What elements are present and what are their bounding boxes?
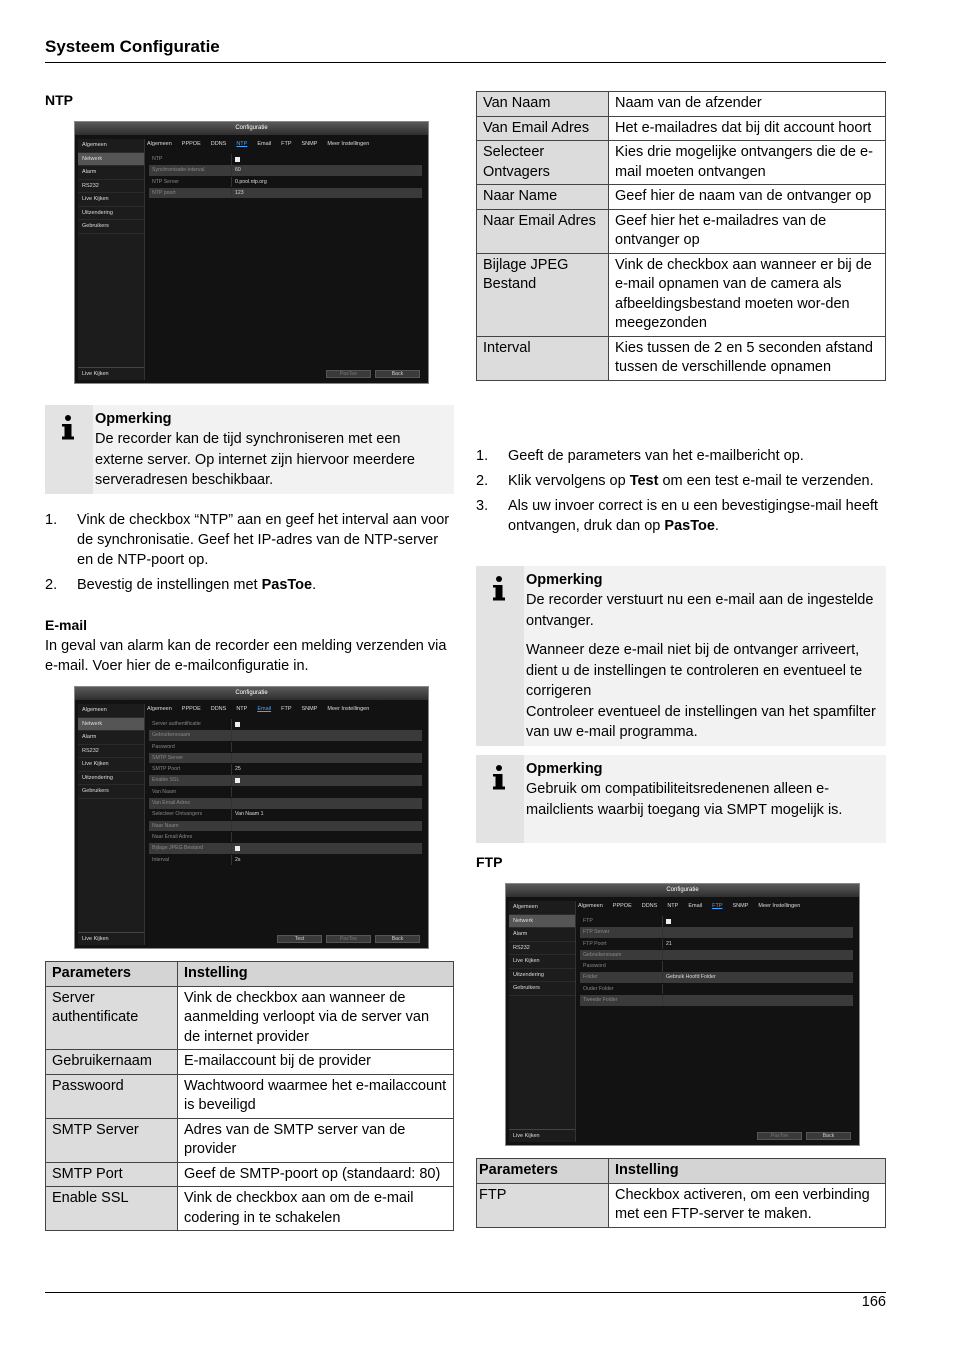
- parameter-cell: Naar Name: [477, 185, 609, 210]
- tab-meer-instellingen[interactable]: Meer Instellingen: [758, 903, 801, 909]
- tab-ftp[interactable]: FTP: [281, 706, 292, 712]
- field-value[interactable]: [662, 984, 853, 995]
- field-value[interactable]: [662, 995, 853, 1006]
- sidebar-item-gebruikers[interactable]: Gebruikers: [78, 785, 144, 799]
- sidebar: [78, 139, 145, 380]
- sidebar-live-view[interactable]: Live Kijken: [78, 932, 144, 946]
- field-label: Bijlage JPEG Bestand: [152, 845, 204, 852]
- ftp-screenshot: [505, 883, 860, 1146]
- field-label: Gebruikersnaam: [152, 732, 191, 739]
- field-label: Naar Email Adres: [152, 833, 193, 840]
- button-row: [757, 1132, 851, 1140]
- list-text: Klik vervolgens op Test om een test e-mail te verzenden.: [508, 473, 874, 489]
- field-label: Tweede Folder: [583, 997, 618, 1004]
- sidebar-item-netwerk[interactable]: Netwerk: [78, 153, 144, 167]
- form-row: [149, 719, 422, 730]
- pastoe-button[interactable]: PasToe: [757, 1132, 802, 1140]
- setting-cell: Vink de checkbox aan om de e-mail codering in te schakelen: [178, 1187, 454, 1231]
- field-label: Enable SSL: [152, 777, 180, 784]
- parameter-cell: SMTP Port: [46, 1162, 178, 1187]
- tab-ftp[interactable]: FTP: [281, 141, 292, 147]
- form-row: [149, 821, 422, 832]
- tab-meer-instellingen[interactable]: Meer Instellingen: [327, 141, 370, 147]
- field-label: Van Email Adres: [152, 800, 190, 807]
- checkbox[interactable]: [235, 722, 240, 727]
- back-button[interactable]: Back: [375, 370, 420, 378]
- sidebar-item-algemeen[interactable]: Algemeen: [78, 704, 144, 718]
- table-row: [477, 116, 886, 141]
- sidebar-item-live-kijken[interactable]: Live Kijken: [78, 193, 144, 207]
- ntp-steps: [45, 510, 457, 600]
- form-row: [149, 753, 422, 764]
- field-label: SMTP Poort: [152, 766, 181, 773]
- list-number: 2.: [45, 577, 58, 593]
- email-note-2: [476, 755, 886, 843]
- tab-algemeen[interactable]: Algemeen: [578, 903, 603, 909]
- dialog-title: Configuratie: [75, 687, 428, 700]
- form-row: [149, 188, 422, 199]
- setting-cell: Kies drie mogelijke ontvangers die de e-mail moeten ontvangen: [609, 141, 886, 185]
- email-heading: E-mail: [45, 617, 88, 633]
- field-value: [231, 719, 422, 730]
- form-row: [149, 177, 422, 188]
- button-row: [326, 370, 420, 378]
- email-intro: In geval van alarm kan de recorder een melding verzenden via e-mail. Voer hier de e-mailconfiguratie in.: [45, 638, 447, 674]
- form-row: [149, 730, 422, 741]
- list-text: Bevestig de instellingen met PasToe.: [77, 577, 317, 593]
- tab-email[interactable]: Email: [688, 903, 703, 909]
- field-label: NTP Server: [152, 178, 180, 185]
- table-row: [477, 209, 886, 253]
- back-button[interactable]: Back: [806, 1132, 851, 1140]
- field-label: Password: [583, 963, 606, 970]
- table-row: [46, 1162, 454, 1187]
- sidebar-item-gebruikers[interactable]: Gebruikers: [78, 220, 144, 234]
- ftp-heading: FTP: [476, 854, 503, 870]
- column-header: Instelling: [609, 1159, 886, 1184]
- field-label: FTP: [583, 918, 593, 924]
- form-row: [580, 950, 853, 961]
- test-button[interactable]: Test: [277, 935, 322, 943]
- field-value[interactable]: Van Naam 1: [231, 809, 422, 820]
- tab-ddns[interactable]: DDNS: [210, 706, 227, 712]
- table-row: [477, 336, 886, 380]
- ftp-params-table: [476, 1158, 886, 1228]
- field-value[interactable]: [231, 821, 422, 832]
- tab-ddns[interactable]: DDNS: [210, 141, 227, 147]
- sidebar-item-gebruikers[interactable]: Gebruikers: [509, 982, 575, 996]
- setting-cell: Adres van de SMTP server van de provider: [178, 1118, 454, 1162]
- sidebar-item-uitzendering[interactable]: Uitzendering: [78, 207, 144, 221]
- note-title: Opmerking: [95, 411, 172, 427]
- setting-cell: Naam van de afzender: [609, 92, 886, 117]
- field-value[interactable]: 123: [231, 188, 422, 199]
- list-number: 1.: [45, 512, 58, 528]
- email-params-table-continued: [476, 91, 886, 381]
- tab-email[interactable]: Email: [257, 706, 272, 712]
- note-text: Gebruik om compatibiliteitsredenenen alleen e-mailclients waarbij toegang via SMPT mogelijk is.: [526, 781, 843, 818]
- note-text: De recorder kan de tijd synchroniseren met een externe server. Op internet zijn hiervoor meerdere serveradresen beschikbaar.: [95, 431, 415, 488]
- tab-pppoe[interactable]: PPPOE: [181, 706, 201, 712]
- form-row: [580, 927, 853, 938]
- form-row: [149, 165, 422, 176]
- email-steps: [476, 446, 886, 541]
- field-label: Selecteer Ontvangers: [152, 811, 203, 818]
- form-row: [580, 939, 853, 950]
- sidebar-item-alarm[interactable]: Alarm: [509, 928, 575, 942]
- field-label: Interval: [152, 856, 170, 863]
- settings-form: [149, 154, 422, 199]
- field-label: NTP: [152, 156, 163, 162]
- field-value[interactable]: [231, 798, 422, 809]
- field-value[interactable]: [231, 787, 422, 798]
- list-item: [476, 446, 886, 466]
- sidebar: [78, 704, 145, 945]
- setting-cell: Kies tussen de 2 en 5 seconden afstand tussen de verschillende opnamen: [609, 336, 886, 380]
- tab-bar: [147, 704, 424, 714]
- ntp-note: [45, 405, 454, 494]
- parameter-cell: Bijlage JPEG Bestand: [477, 253, 609, 336]
- field-value[interactable]: [662, 927, 853, 938]
- field-value[interactable]: [231, 753, 422, 764]
- table-row: [477, 185, 886, 210]
- list-item: [45, 510, 457, 570]
- setting-cell: Vink de checkbox aan wanneer er bij de e-mail opnamen van de camera als afbeeldingsbestand moeten wor-den meegezonden: [609, 253, 886, 336]
- field-value: [231, 154, 422, 165]
- table-row: [46, 1074, 454, 1118]
- parameter-cell: Van Naam: [477, 92, 609, 117]
- field-label: SMTP Server: [152, 754, 184, 761]
- list-text: Vink de checkbox “NTP” aan en geef het interval aan voor de synchronisatie. Geef het IP-adres van de NTP-server en de NTP-poort op.: [77, 512, 450, 568]
- field-label: FTP Poort: [583, 940, 607, 947]
- page-number: 166: [861, 1294, 886, 1310]
- form-row: [580, 984, 853, 995]
- setting-cell: Het e-mailadres dat bij dit account hoort: [609, 116, 886, 141]
- form-row: [580, 961, 853, 972]
- sidebar-item-alarm[interactable]: Alarm: [78, 731, 144, 745]
- pastoe-button[interactable]: PasToe: [326, 935, 371, 943]
- sidebar-item-rs232[interactable]: RS232: [78, 745, 144, 759]
- table-row: [46, 986, 454, 1050]
- parameter-cell: Server authentificate: [46, 986, 178, 1050]
- parameter-cell: Passwoord: [46, 1074, 178, 1118]
- note-text: De recorder verstuurt nu een e-mail aan de ingestelde ontvanger.: [526, 592, 874, 629]
- table-row: [477, 92, 886, 117]
- email-note-1: [476, 566, 886, 746]
- form-row: [149, 832, 422, 843]
- setting-cell: Vink de checkbox aan wanneer de aanmelding verloopt via de server van de internet provider: [178, 986, 454, 1050]
- field-label: Synchronisatie-interval: [152, 167, 205, 174]
- header-rule: [45, 62, 886, 63]
- tab-algemeen[interactable]: Algemeen: [147, 706, 172, 712]
- form-row: [149, 742, 422, 753]
- form-row: [149, 843, 422, 854]
- sidebar-live-view[interactable]: Live Kijken: [509, 1129, 575, 1143]
- checkbox[interactable]: [666, 919, 671, 924]
- tab-ntp[interactable]: NTP: [236, 706, 248, 712]
- tab-bar: [578, 901, 855, 911]
- field-label: FTP Server: [583, 929, 610, 936]
- field-label: Server authentificatie: [152, 721, 201, 727]
- list-item: [45, 575, 457, 595]
- table-row: [477, 1183, 886, 1227]
- email-params-table: [45, 961, 454, 1231]
- sidebar-item-netwerk[interactable]: Netwerk: [509, 915, 575, 929]
- field-value[interactable]: [231, 730, 422, 741]
- parameter-cell: SMTP Server: [46, 1118, 178, 1162]
- column-header: Instelling: [178, 962, 454, 987]
- checkbox[interactable]: [235, 846, 240, 851]
- field-label: Password: [152, 743, 175, 750]
- form-row: [580, 972, 853, 983]
- table-row: [477, 141, 886, 185]
- note-text: Controleer eventueel de instellingen van het spamfilter van uw e-mail programma.: [526, 703, 876, 740]
- list-number: 2.: [476, 473, 489, 489]
- list-text: Als uw invoer correct is en u een bevestigingse-mail heeft ontvangen, druk dan op PasToe.: [508, 498, 878, 534]
- tab-ntp[interactable]: NTP: [236, 141, 248, 147]
- note-title: Opmerking: [526, 761, 603, 777]
- parameter-cell: Naar Email Adres: [477, 209, 609, 253]
- info-icon: [476, 755, 524, 843]
- field-label: Gebruikersnaam: [583, 951, 622, 958]
- field-label: Naar Naam: [152, 822, 179, 829]
- back-button[interactable]: Back: [375, 935, 420, 943]
- field-label: Van Naam: [152, 788, 177, 795]
- column-header: Parameters: [46, 962, 178, 987]
- checkbox[interactable]: [235, 778, 240, 783]
- checkbox[interactable]: [235, 157, 240, 162]
- sidebar-item-uitzendering[interactable]: Uitzendering: [78, 772, 144, 786]
- field-value[interactable]: 25: [231, 764, 422, 775]
- field-value[interactable]: [662, 961, 853, 972]
- list-number: 1.: [476, 448, 489, 464]
- tab-meer-instellingen[interactable]: Meer Instellingen: [327, 706, 370, 712]
- form-row: [149, 809, 422, 820]
- list-item: [476, 471, 886, 491]
- table-row: [46, 1118, 454, 1162]
- field-value[interactable]: 0.pool.ntp.org: [231, 177, 422, 188]
- parameter-cell: Enable SSL: [46, 1187, 178, 1231]
- field-value[interactable]: 21: [662, 939, 853, 950]
- form-row: [149, 798, 422, 809]
- table-row: [46, 1187, 454, 1231]
- tab-snmp[interactable]: SNMP: [301, 141, 318, 147]
- setting-cell: Wachtwoord waarmee het e-mailaccount is beveiligd: [178, 1074, 454, 1118]
- list-text: Geeft de parameters van het e-mailbericht op.: [508, 448, 804, 464]
- email-screenshot: [74, 686, 429, 949]
- form-row: [149, 764, 422, 775]
- sidebar-item-uitzendering[interactable]: Uitzendering: [509, 969, 575, 983]
- sidebar-item-live-kijken[interactable]: Live Kijken: [509, 955, 575, 969]
- field-value[interactable]: [231, 742, 422, 753]
- field-value: [231, 843, 422, 854]
- field-value: [662, 916, 853, 927]
- parameter-cell: Selecteer Ontvagers: [477, 141, 609, 185]
- sidebar-item-rs232[interactable]: RS232: [78, 180, 144, 194]
- info-icon: [45, 405, 93, 494]
- note-text: Wanneer deze e-mail niet bij de ontvanger arriveert, dient u de instellingen te controleren en eventueel te corrigeren: [526, 642, 863, 699]
- field-label: NTP poort: [152, 189, 176, 196]
- setting-cell: E-mailaccount bij de provider: [178, 1050, 454, 1075]
- parameter-cell: FTP: [477, 1183, 609, 1227]
- footer-rule: [45, 1292, 886, 1293]
- column-header: Parameters: [477, 1159, 609, 1184]
- field-value: [231, 775, 422, 786]
- sidebar-item-rs232[interactable]: RS232: [509, 942, 575, 956]
- sidebar-item-netwerk[interactable]: Netwerk: [78, 718, 144, 732]
- tab-ntp[interactable]: NTP: [667, 903, 679, 909]
- sidebar: [509, 901, 576, 1142]
- sidebar-item-alarm[interactable]: Alarm: [78, 166, 144, 180]
- field-value[interactable]: [231, 832, 422, 843]
- table-row: [477, 253, 886, 336]
- button-row: [277, 935, 420, 943]
- sidebar-item-algemeen[interactable]: Algemeen: [78, 139, 144, 153]
- form-row: [580, 916, 853, 927]
- setting-cell: Geef hier het e-mailadres van de ontvanger op: [609, 209, 886, 253]
- sidebar-item-live-kijken[interactable]: Live Kijken: [78, 758, 144, 772]
- tab-snmp[interactable]: SNMP: [732, 903, 749, 909]
- tab-ftp[interactable]: FTP: [712, 903, 723, 909]
- setting-cell: Geef de SMTP-poort op (standaard: 80): [178, 1162, 454, 1187]
- tab-snmp[interactable]: SNMP: [301, 706, 318, 712]
- list-item: [476, 496, 886, 536]
- setting-cell: Checkbox activeren, om een verbinding met een FTP-server te maken.: [609, 1183, 886, 1227]
- tab-algemeen[interactable]: Algemeen: [147, 141, 172, 147]
- table-row: [46, 1050, 454, 1075]
- tab-ddns[interactable]: DDNS: [641, 903, 658, 909]
- settings-form: [149, 719, 422, 866]
- dialog-title: Configuratie: [506, 884, 859, 897]
- parameter-cell: Interval: [477, 336, 609, 380]
- field-value[interactable]: [662, 950, 853, 961]
- field-value[interactable]: 60: [231, 165, 422, 176]
- settings-form: [580, 916, 853, 1006]
- form-row: [149, 855, 422, 866]
- pastoe-button[interactable]: PasToe: [326, 370, 371, 378]
- ntp-heading: NTP: [45, 92, 73, 108]
- tab-pppoe[interactable]: PPPOE: [612, 903, 632, 909]
- field-value[interactable]: 2s: [231, 855, 422, 866]
- dialog-title: Configuratie: [75, 122, 428, 135]
- info-icon: [476, 566, 524, 746]
- page-title: Systeem Configuratie: [45, 37, 220, 56]
- form-row: [149, 775, 422, 786]
- sidebar-live-view[interactable]: Live Kijken: [78, 367, 144, 381]
- setting-cell: Geef hier de naam van de ontvanger op: [609, 185, 886, 210]
- form-row: [149, 154, 422, 165]
- form-row: [149, 787, 422, 798]
- tab-pppoe[interactable]: PPPOE: [181, 141, 201, 147]
- field-value[interactable]: Gebruik Hoofd Folder: [662, 972, 853, 983]
- field-label: Folder: [583, 974, 598, 981]
- tab-email[interactable]: Email: [257, 141, 272, 147]
- list-number: 3.: [476, 498, 489, 514]
- note-title: Opmerking: [526, 572, 603, 588]
- parameter-cell: Van Email Adres: [477, 116, 609, 141]
- parameter-cell: Gebruikernaam: [46, 1050, 178, 1075]
- table-header-row: [477, 1159, 886, 1184]
- form-row: [580, 995, 853, 1006]
- field-label: Ouder Folder: [583, 985, 614, 992]
- ntp-screenshot: [74, 121, 429, 384]
- tab-bar: [147, 139, 424, 149]
- table-header-row: [46, 962, 454, 987]
- sidebar-item-algemeen[interactable]: Algemeen: [509, 901, 575, 915]
